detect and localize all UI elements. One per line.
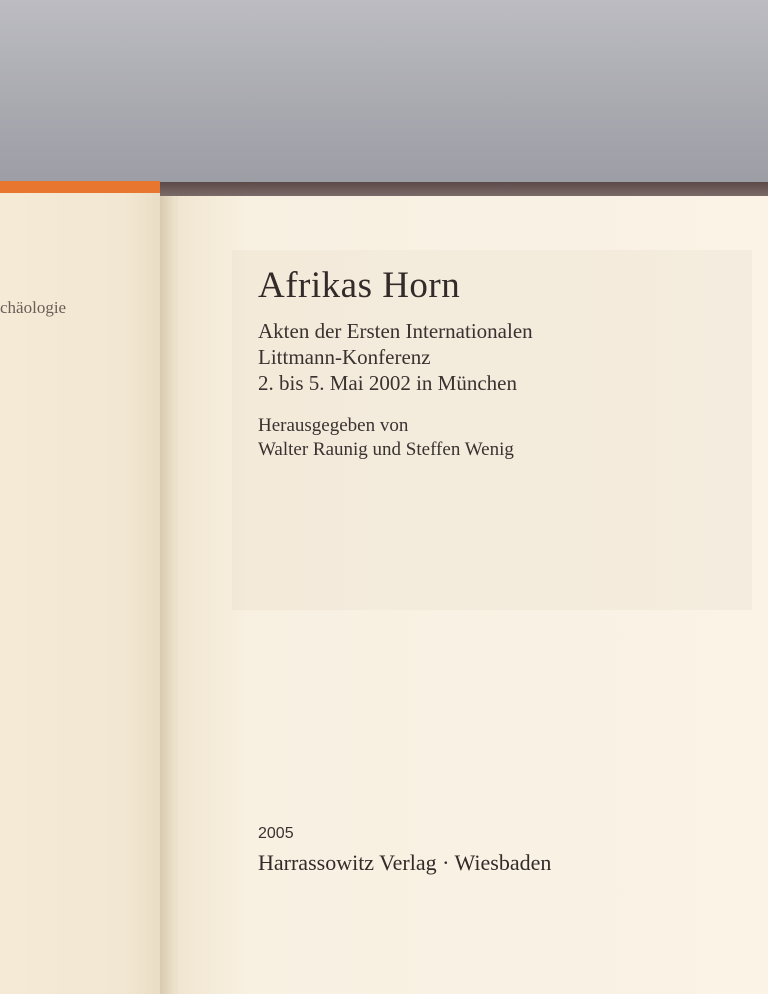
book-subtitle [258,318,533,396]
editors-line: Herausgegeben von [258,415,409,436]
subtitle-line: Littmann-Konferenz [258,345,431,369]
subtitle-line: 2. bis 5. Mai 2002 in München [258,371,517,395]
cover-edge-strip [0,181,160,193]
subtitle-line: Akten der Ersten Internationalen [258,319,533,343]
publisher-imprint: Harrassowitz Verlag · Wiesbaden [258,850,552,875]
cover-board-edge [160,182,768,196]
left-page-partial-word: chäologie [0,298,67,317]
book-title: Afrikas Horn [258,265,461,306]
background-surface [0,0,768,190]
editors-block [258,414,514,462]
publication-year: 2005 [258,825,294,842]
editors-line: Walter Raunig und Steffen Wenig [258,439,514,460]
